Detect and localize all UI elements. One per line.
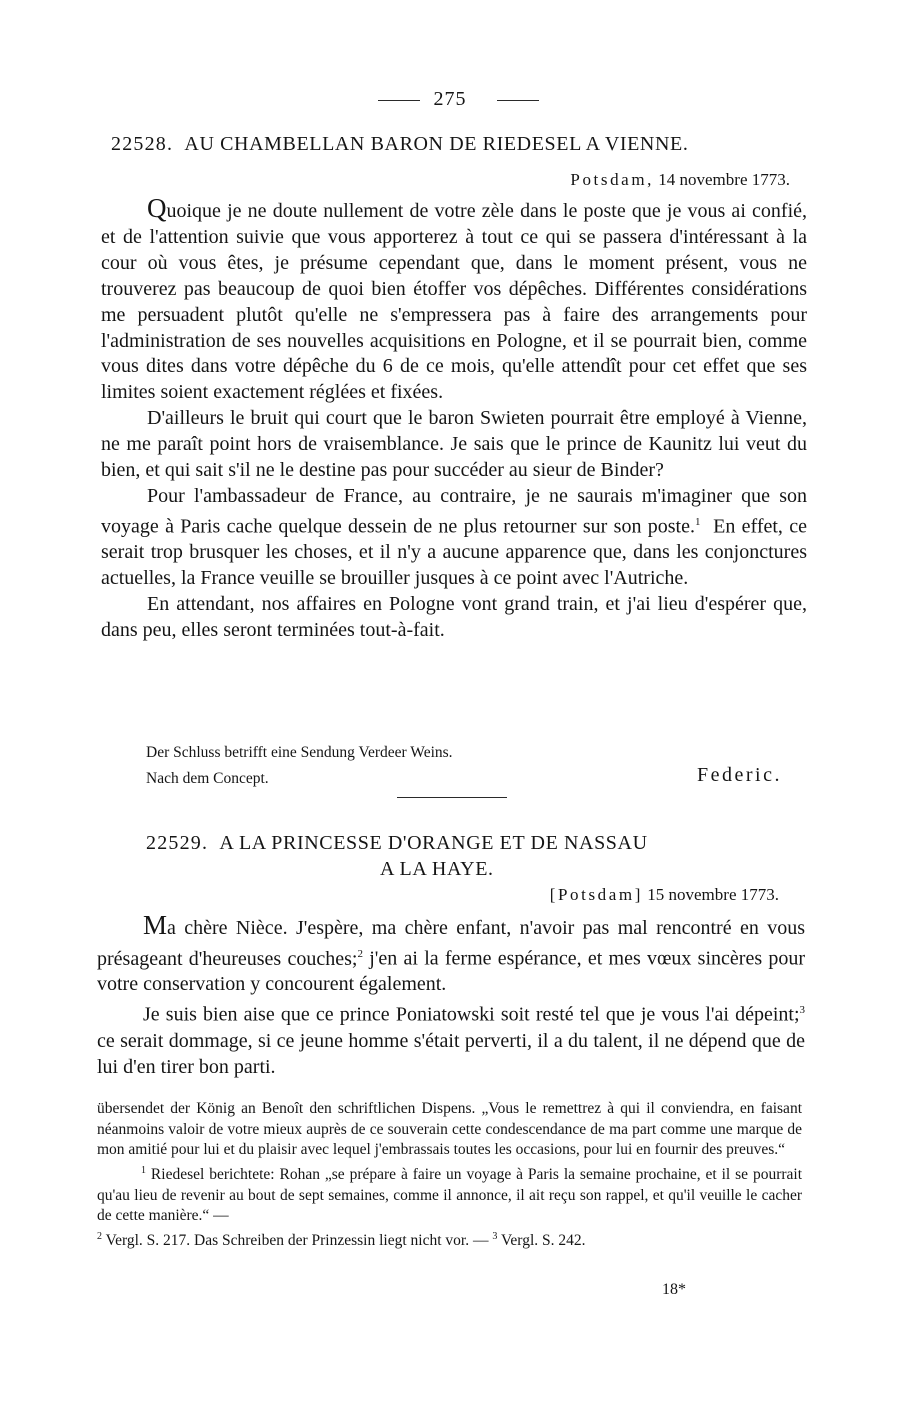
letter-dateline bbox=[570, 170, 790, 190]
section-divider bbox=[397, 797, 507, 798]
paragraph-text: j'en ai la ferme espérance, et mes vœux sincères pour votre conservation y concourent également. bbox=[97, 947, 806, 996]
footnotes bbox=[97, 1099, 802, 1251]
page-number: 275 bbox=[433, 88, 467, 110]
footnote-marker: 1 bbox=[694, 515, 701, 528]
paragraph-text: Je suis bien aise que ce prince Poniatowski soit resté tel que je vous l'ai dépeint; bbox=[143, 1004, 800, 1027]
letter-number: 22528. bbox=[111, 133, 174, 155]
paragraph-text: En effet, ce serait trop brusquer les choses, et il n'y a aucune apparence que, dans les conjonctures actuelles, la France veuille se brouiller jusques à ce point avec l'Autriche. bbox=[101, 515, 808, 590]
letter-dateline bbox=[550, 885, 779, 905]
letter-date: 15 novembre 1773. bbox=[647, 885, 779, 904]
footnote-marker: 3 bbox=[799, 1004, 805, 1017]
footnote-1 bbox=[97, 1161, 802, 1227]
letter-source: Nach dem Concept. bbox=[146, 770, 269, 787]
paragraph-text: Pour l'ambassadeur de France, au contraire, je ne saurais m'imaginer que son voyage à Paris cache quelque dessein de ne plus retourner sur son poste. bbox=[101, 484, 807, 538]
paragraph bbox=[97, 910, 806, 998]
letter-addressee: AU CHAMBELLAN BARON DE RIEDESEL A VIENNE. bbox=[184, 133, 689, 155]
letter-date: 14 novembre 1773. bbox=[658, 170, 790, 189]
letter-signature: Federic. bbox=[697, 764, 782, 786]
letter-note: Der Schluss betrifft eine Sendung Verdeer Weins. bbox=[146, 744, 453, 761]
footnote-text: Vergl. S. 217. Das Schreiben der Prinzessin liegt nicht vor. — bbox=[105, 1231, 489, 1249]
footnote-text: Riedesel berichtete: Rohan „se prépare à faire un voyage à Paris la semaine prochaine, et il se pourrait qu'au lieu de revenir au bout de sept semaines, comme il annonce, il ait reçu son rappel, et qu'il veuille le cacher de cette manière.“ — bbox=[97, 1165, 803, 1225]
letter-number: 22529. bbox=[146, 832, 209, 854]
letter-body bbox=[97, 910, 806, 1081]
letter-place: [Potsdam] bbox=[549, 885, 644, 904]
paragraph-text: Ma chère Nièce. J'espère, ma chère enfant, n'avoir pas mal rencontré en vous présageant d'heureuses couches; bbox=[97, 910, 805, 970]
footnote-carryover: übersendet der König an Benoît den schriftlichen Dispens. „Vous le remettrez à qui il conviendra, en faisant néanmoins valoir de votre mieux auprès de ce souverain cette condescendance de ma part comme une marque de mon amitié pour lui et du plaisir avec lequel j'embrassais toutes les occasions, pour lui en fournir des preuves.“ bbox=[97, 1100, 802, 1159]
footnote-text: Vergl. S. 242. bbox=[500, 1231, 586, 1249]
paragraph bbox=[97, 998, 805, 1080]
paragraph bbox=[101, 484, 807, 592]
paragraph: Quoique je ne doute nullement de votre zèle dans le poste que je vous ai confié, et de l'attention suivie que vous apporterez à tout ce qui se passera d'intéressant à la cour où vous êtes, je présume cependant que, dans le moment présent, vous ne trouverez pas beaucoup de quoi bien étoffer vos dépêches. Différentes considérations me persuadent plutôt qu'elle ne s'empressera pas à faire des arrangements pour l'administration de ses nouvelles acquisitions en Pologne, et il se pourrait bien, comme vous dites dans votre dépêche du 6 de ce mois, qu'elle attendît pour cet effet que ses limites soient exactement réglées et fixées. bbox=[101, 193, 807, 404]
letter-heading-line2: A LA HAYE. bbox=[380, 858, 494, 880]
page-number-rule-right bbox=[497, 100, 539, 101]
paragraph-text: ce serait dommage, si ce jeune homme s'était perverti, il a du talent, il ne dépend que de lui d'en tirer bon parti. bbox=[97, 1029, 805, 1078]
paragraph: D'ailleurs le bruit qui court que le baron Swieten pourrait être employé à Vienne, ne me paraît point hors de vraisemblance. Je sais que le prince de Kaunitz lui veut du bien, et qui sait s'il ne le destine pas pour succéder au sieur de Binder? bbox=[101, 407, 807, 482]
letter-addressee: A LA PRINCESSE D'ORANGE ET DE NASSAU bbox=[219, 832, 648, 854]
letter-body bbox=[101, 193, 808, 644]
footnote-marker: 2 bbox=[357, 947, 363, 960]
paragraph: En attendant, nos affaires en Pologne vont grand train, et j'ai lieu d'espérer que, dans peu, elles seront terminées tout-à-fait. bbox=[101, 593, 807, 642]
letter-heading bbox=[111, 133, 688, 156]
footnote-2-3 bbox=[97, 1227, 802, 1252]
letter-place: Potsdam, bbox=[570, 170, 655, 189]
footnote-number: 3 bbox=[492, 1230, 498, 1242]
footnote-number: 1 bbox=[141, 1164, 146, 1176]
footnote-number: 2 bbox=[97, 1230, 102, 1242]
letter-heading bbox=[146, 832, 648, 855]
signature-mark: 18* bbox=[662, 1281, 686, 1298]
